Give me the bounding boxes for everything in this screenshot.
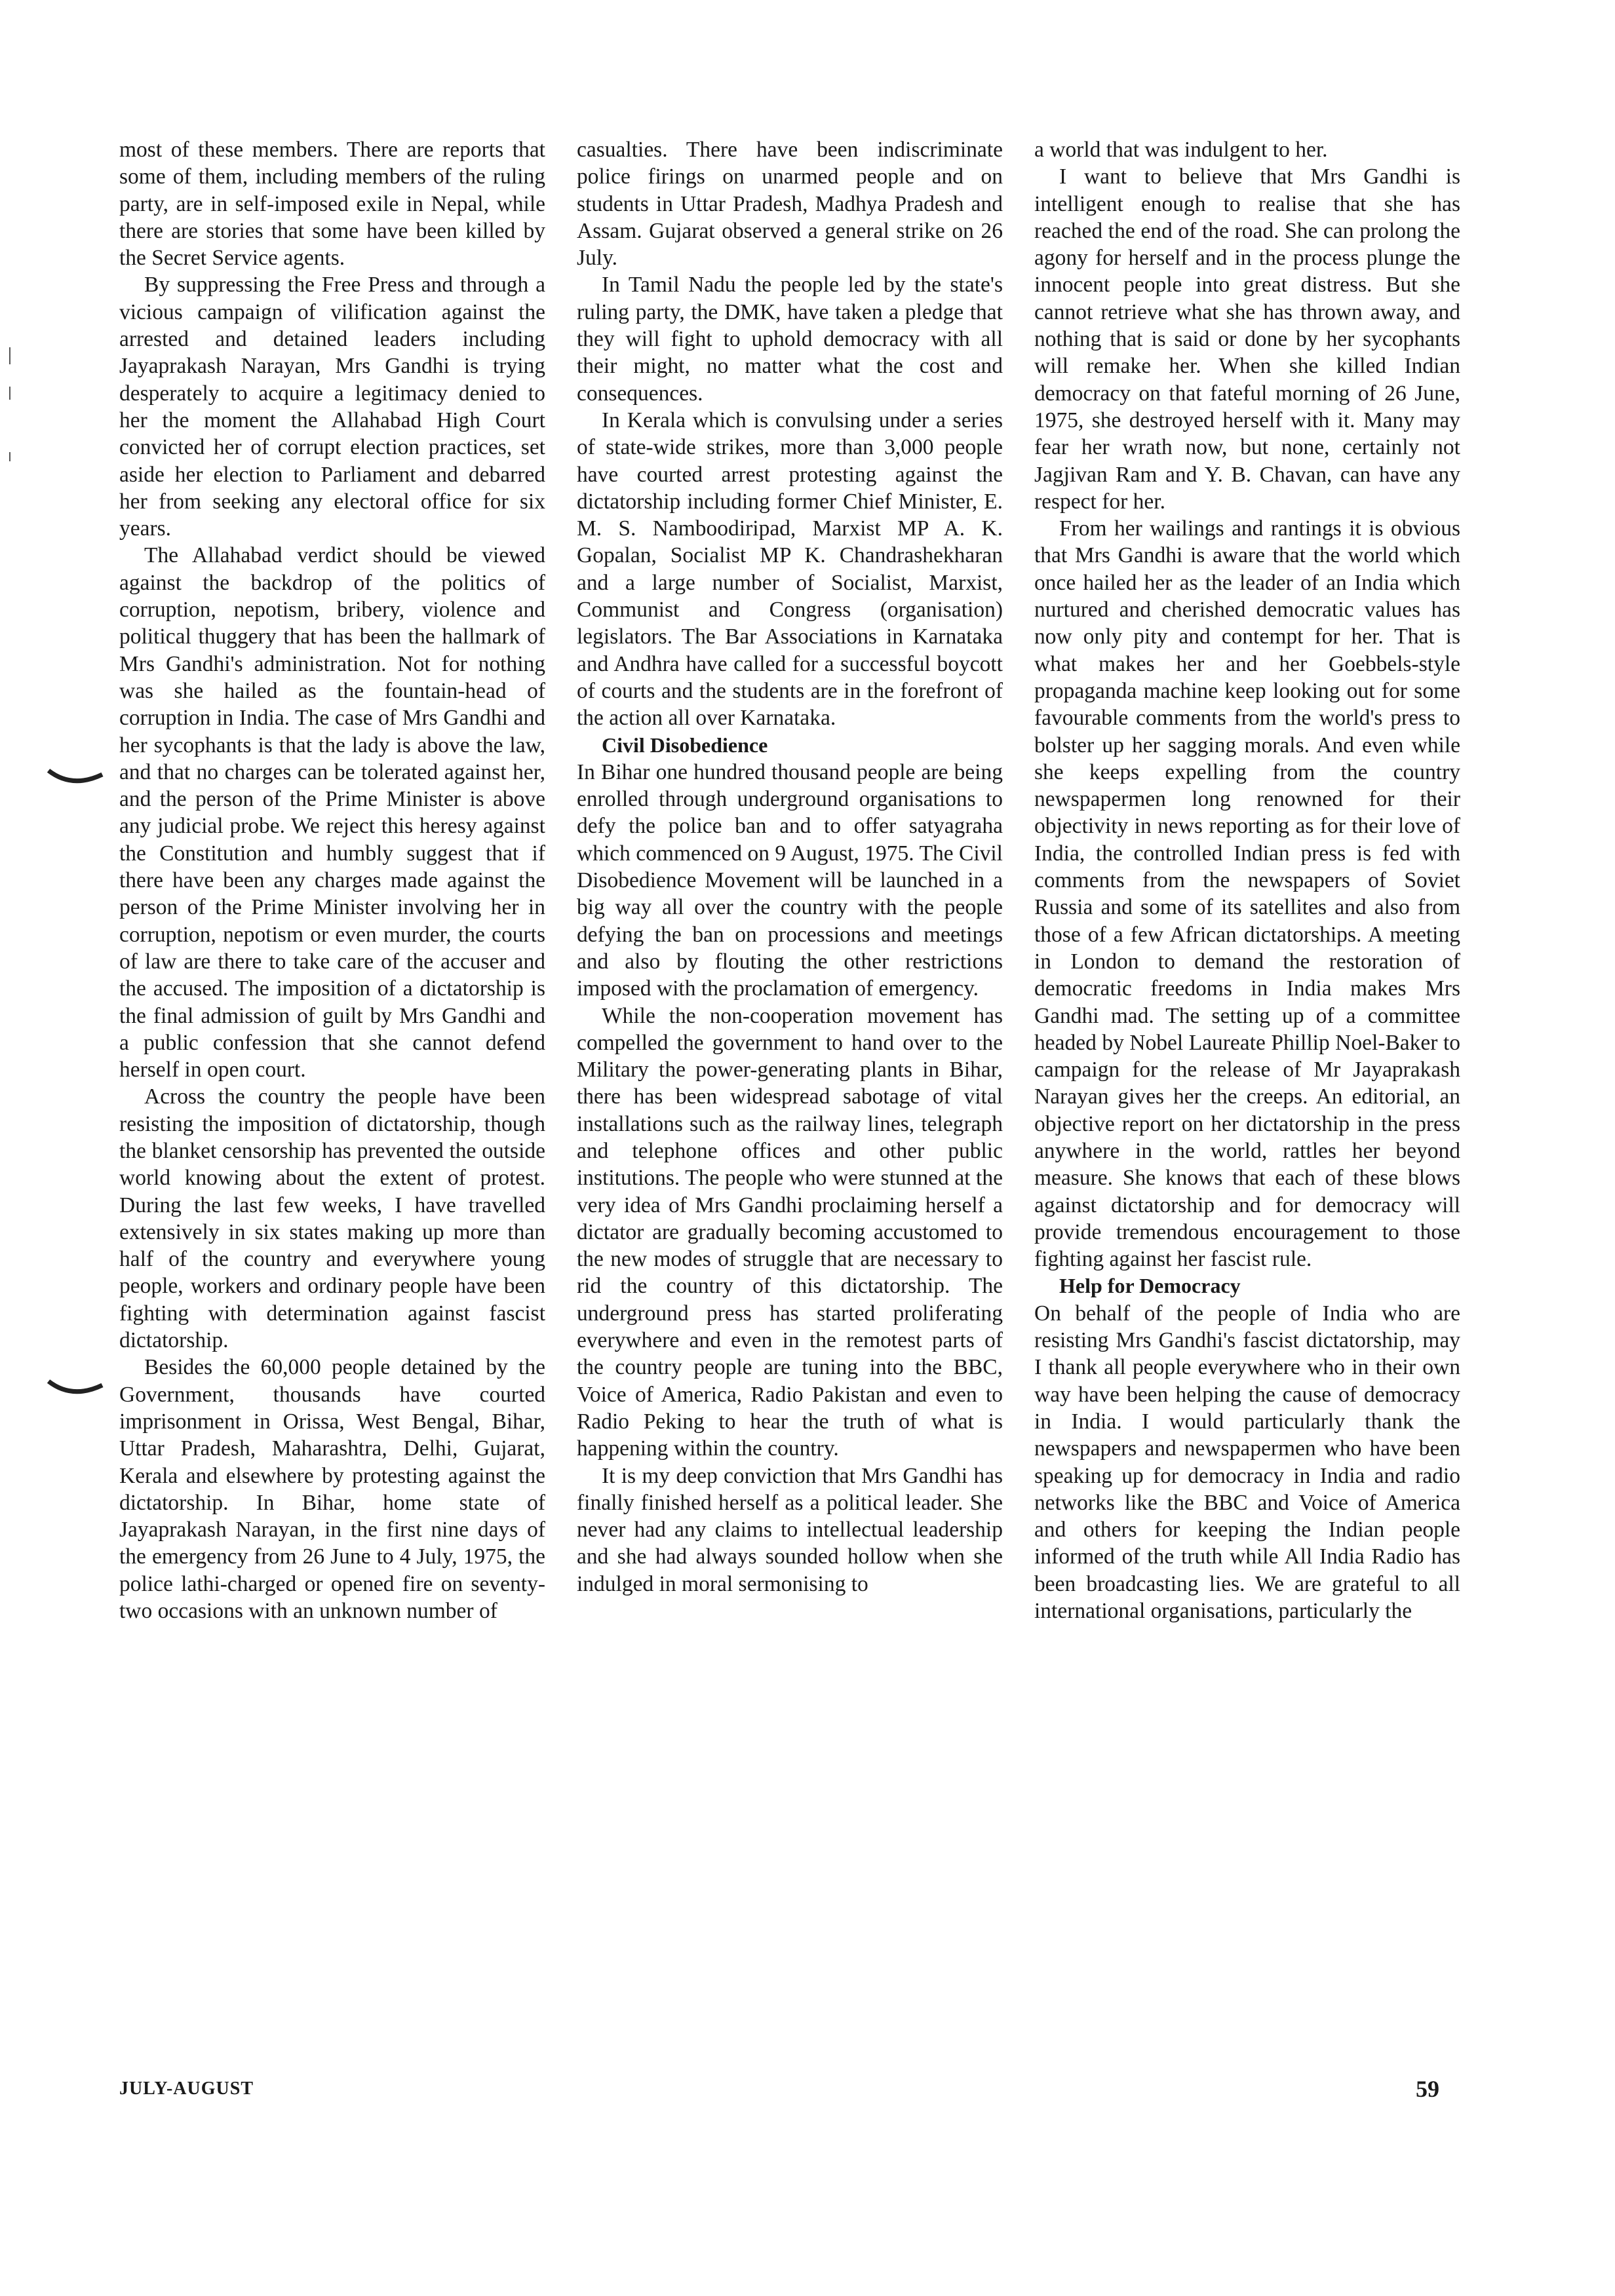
issue-label: JULY-AUGUST (119, 2078, 254, 2099)
margin-tick (9, 387, 10, 400)
column-2 (577, 136, 1003, 1598)
paragraph: I want to believe that Mrs Gandhi is intelligent enough to realise that she has reached the end of the road. She can prolong the agony for herself and in the process plunge the innocent people into great distress. But she cannot retrieve what she has thrown away, and nothing that is said or done by her sycophants will remake her. When she killed Indian democracy on that fateful morning of 26 June, 1975, she destroyed herself with it. Many may fear her wrath now, but none, certainly not Jagjivan Ram and Y. B. Chavan, can have any respect for her. (1034, 164, 1460, 514)
binding-mark (46, 1377, 105, 1404)
paragraph: casualties. There have been indiscriminate police firings on unarmed people and on students in Uttar Pradesh, Madhya Pradesh and Assam. Gujarat observed a general strike on 26 July. (577, 138, 1003, 271)
paragraph: most of these members. There are reports that some of them, including members of the ruling party, are in self-imposed exile in Nepal, while there are stories that some have been killed by the Secret Service agents. (119, 138, 545, 271)
page-number: 59 (1416, 2076, 1439, 2102)
margin-tick (9, 452, 10, 461)
paragraph: It is my deep conviction that Mrs Gandhi has finally finished herself as a political leader. She never had any claims to intellectual leadership and she had always sounded hollow when she indulged in moral sermonising to (577, 1463, 1003, 1596)
paragraph: a world that was indulgent to her. (1034, 138, 1328, 162)
paragraph: In Bihar one hundred thousand people are being enrolled through underground organisations to defy the police ban and to offer satyagraha which commenced on 9 August, 1975. The Civil Disobedience Movement will be launched in a big way all over the country with the people defying the ban on processions and meetings and also by flouting the other restrictions imposed with the proclamation of emergency. (577, 759, 1003, 1001)
paragraph: Besides the 60,000 people detained by the Government, thousands have courted imprisonment in Orissa, West Bengal, Bihar, Uttar Pradesh, Maharashtra, Delhi, Gujarat, Kerala and elsewhere by protesting against the dictatorship. In Bihar, home state of Jayaprakash Narayan, in the first nine days of the emergency from 26 June to 4 July, 1975, the police lathi-charged or opened fire on seventy-two occasions with an unknown number of (119, 1355, 545, 1624)
paragraph: On behalf of the people of India who are resisting Mrs Gandhi's fascist dictatorship, may I thank all people everywhere who in their own way have been helping the cause of democracy in India. I would particularly thank the newspapers and newspapermen who have been speaking up for democracy in India and radio networks like the BBC and Voice of America and others for keeping the Indian people informed of the truth while All India Radio has been broadcasting lies. We are grateful to all international organisations, particularly the (1034, 1301, 1460, 1624)
section-heading-help-for-democracy: Help for Democracy (1059, 1274, 1241, 1298)
column-3 (1034, 136, 1460, 1624)
paragraph: The Allahabad verdict should be viewed against the backdrop of the politics of corruption, nepotism, bribery, violence and political thuggery that has been the hallmark of Mrs Gandhi's administration. Not for nothing was she hailed as the fountain-head of corruption in India. The case of Mrs Gandhi and her sycophants is that the lady is above the law, and that no charges can be tolerated against her, and the person of the Prime Minister is above any judicial probe. We reject this heresy against the Constitution and humbly suggest that if there have been any charges made against the person of the Prime Minister involving her in corruption, nepotism or even murder, the courts of law are there to take care of the accuser and the accused. The imposition of a dictatorship is the final admission of guilt by Mrs Gandhi and a public confession that she cannot defend herself in open court. (119, 543, 545, 1082)
paragraph: By suppressing the Free Press and through a vicious campaign of vilification against the arrested and detained leaders including Jayaprakash Narayan, Mrs Gandhi is trying desperately to acquire a legitimacy denied to her the moment the Allahabad High Court convicted her of corrupt election practices, set aside her election to Parliament and debarred her from seeking any electoral office for six years. (119, 273, 545, 541)
margin-tick (9, 347, 10, 364)
paragraph: In Kerala which is convulsing under a series of state-wide strikes, more than 3,000 people have courted arrest protesting against the dictatorship including former Chief Minister, E. M. S. Namboodiripad, Marxist MP A. K. Gopalan, Socialist MP K. Chandrashekharan and a large number of Socialist, Marxist, Communist and Congress (organisation) legislators. The Bar Associations in Karnataka and Andhra have called for a successful boycott of courts and the students are in the forefront of the action all over Karnataka. (577, 408, 1003, 731)
paragraph: From her wailings and rantings it is obvious that Mrs Gandhi is aware that the world which once hailed her as the leader of an India which nurtured and cherished democratic values has now only pity and contempt for her. That is what makes her and her Goebbels-style propaganda machine keep looking out for some favourable comments from the world's press to bolster up her sagging morals. And even while she keeps expelling from the country newspapermen long renowned for their objectivity in news reporting as for their love of India, the controlled Indian press is fed with comments from the newspapers of Soviet Russia and some of its satellites and also from those of a few African dictatorships. A meeting in London to demand the restoration of democratic freedoms in India makes Mrs Gandhi mad. The setting up of a committee headed by Nobel Laureate Phillip Noel-Baker to campaign for the release of Mr Jayaprakash Narayan gives her the creeps. An editorial, an objective report on her dictatorship in the press anywhere in the world, rattles her beyond measure. She knows that each of these blows against dictatorship and for democracy will provide tremendous encouragement to those fighting against her fascist rule. (1034, 516, 1460, 1272)
paragraph: Across the country the people have been resisting the imposition of dictatorship, though the blanket censorship has prevented the outside world knowing about the extent of protest. During the last few weeks, I have travelled extensively in six states making up more than half of the country and everywhere young people, workers and ordinary people have been fighting with determination against fascist dictatorship. (119, 1084, 545, 1353)
binding-mark (46, 767, 105, 793)
paragraph: While the non-cooperation movement has compelled the government to hand over to the Military the power-generating plants in Bihar, there has been widespread sabotage of vital installations such as the railway lines, telegraph and telephone offices and other public institutions. The people who were stunned at the very idea of Mrs Gandhi proclaiming herself a dictator are gradually becoming accustomed to the new modes of struggle that are necessary to rid the country of this dictatorship. The underground press has started proliferating everywhere and even in the remotest parts of the country people are tuning into the BBC, Voice of America, Radio Pakistan and even to Radio Peking to hear the truth of what is happening within the country. (577, 1003, 1003, 1461)
paragraph: In Tamil Nadu the people led by the state's ruling party, the DMK, have taken a pledge that they will fight to uphold democracy with all their might, no matter what the cost and consequences. (577, 273, 1003, 406)
section-heading-civil-disobedience: Civil Disobedience (602, 733, 768, 757)
column-1 (119, 136, 545, 1624)
